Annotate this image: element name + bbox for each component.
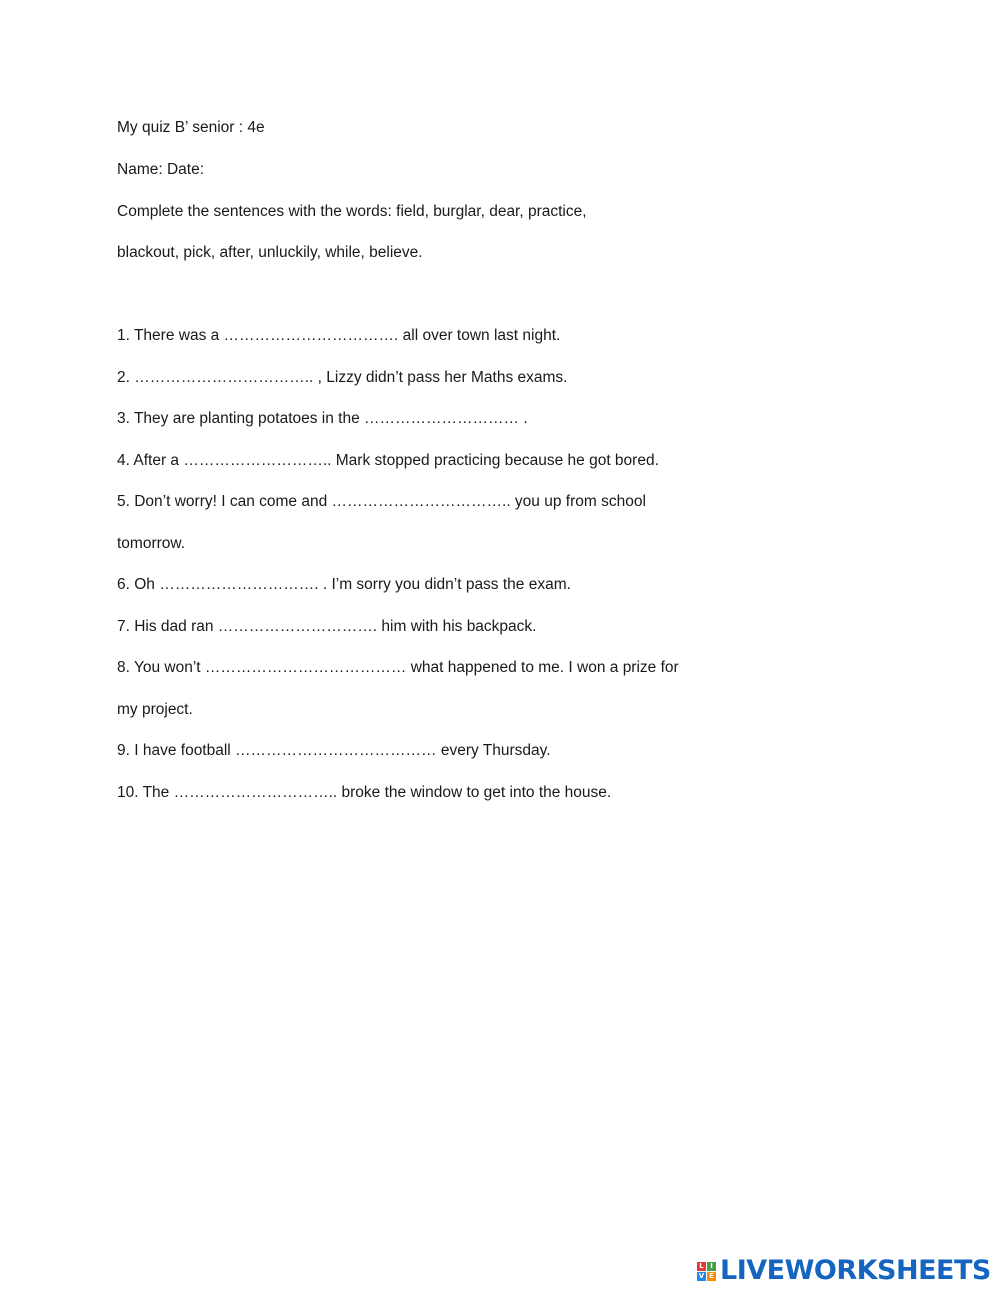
question-8: 8. You won’t ………………………………… what happened to me. I won a prize for: [117, 659, 679, 676]
logo-badge-letter: I: [707, 1262, 716, 1271]
logo-badge-letter: E: [707, 1272, 716, 1281]
logo-text: LIVEWORKSHEETS: [720, 1255, 991, 1286]
question-6: 6. Oh …………………………. . I’m sorry you didn’t pass the exam.: [117, 576, 571, 593]
instructions-line-2: blackout, pick, after, unluckily, while, believe.: [117, 244, 423, 261]
instructions-line-1: Complete the sentences with the words: field, burglar, dear, practice,: [117, 203, 587, 220]
question-9: 9. I have football ………………………………… every Thursday.: [117, 742, 551, 759]
question-5: 5. Don’t worry! I can come and …………………………….. you up from school: [117, 493, 646, 510]
logo-badge-letter: L: [697, 1262, 706, 1271]
question-5-continued: tomorrow.: [117, 535, 186, 552]
question-8-continued: my project.: [117, 701, 193, 718]
question-4: 4. After a ……………………….. Mark stopped practicing because he got bored.: [117, 452, 659, 469]
logo-badge-icon: [697, 1262, 716, 1281]
question-2: 2. …………………………….. , Lizzy didn’t pass her Maths exams.: [117, 369, 568, 386]
question-3: 3. They are planting potatoes in the ………………………… .: [117, 410, 528, 427]
logo-badge-letter: V: [698, 1271, 705, 1280]
question-10: 10. The ………………………….. broke the window to get into the house.: [117, 784, 612, 801]
question-7: 7. His dad ran …………………………. him with his backpack.: [117, 618, 537, 635]
liveworksheets-logo: [697, 1255, 991, 1287]
question-1: 1. There was a ……………………………. all over town last night.: [117, 327, 561, 344]
name-date-line: Name: Date:: [117, 161, 205, 178]
quiz-title: My quiz B’ senior : 4e: [117, 119, 265, 136]
